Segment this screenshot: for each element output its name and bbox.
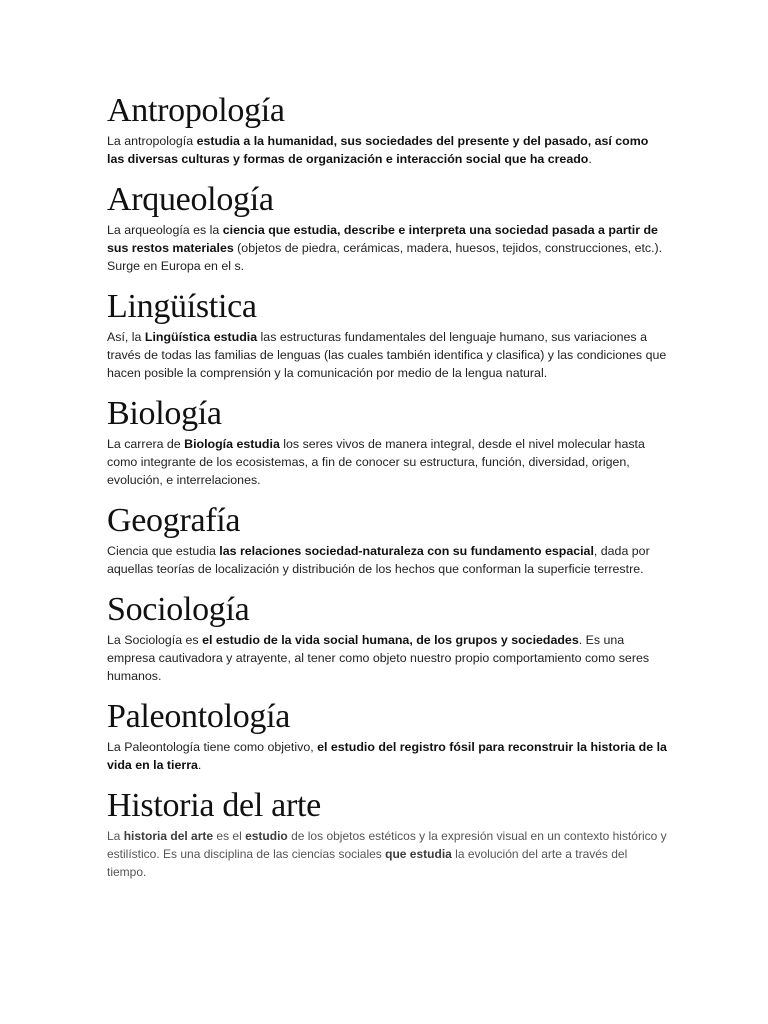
text-run: las estructuras fundamentales del lenguaje humano, sus variaciones a través de todas las familias de lenguas (las cuales también identifica y clasifica) y las condiciones que hacen posible la comprensión y la comunicación por medio de la lengua natural. xyxy=(107,330,667,380)
text-run: La xyxy=(107,829,124,843)
text-run: La arqueología es la xyxy=(107,223,223,237)
section-heading: Historia del arte xyxy=(107,787,321,824)
text-run: . xyxy=(197,758,202,772)
section-heading: Arqueología xyxy=(107,181,274,218)
section-body xyxy=(107,132,667,168)
section-body xyxy=(107,221,667,275)
section-biologia xyxy=(107,395,667,489)
section-geografia xyxy=(107,502,667,578)
section-heading: Sociología xyxy=(107,591,250,628)
section-heading: Geografía xyxy=(107,502,241,539)
section-paleontologia xyxy=(107,698,667,774)
text-run: La carrera de xyxy=(107,437,185,451)
text-run: La Paleontología tiene como objetivo, xyxy=(107,740,318,754)
text-run: la evolución del arte a través del tiempo. xyxy=(107,847,628,879)
text-run: , dada por aquellas teorías de localización y distribución de los hechos que conforman la superficie terrestre. xyxy=(107,544,650,576)
section-linguistica xyxy=(107,288,667,382)
text-run: La antropología xyxy=(107,134,197,148)
bold-text-run: estudia a la humanidad, sus sociedades del presente y del pasado, así como las diversas culturas y formas de organización e interacción social que ha creado xyxy=(107,134,649,166)
text-run: . xyxy=(588,152,592,166)
section-body xyxy=(107,542,667,578)
section-heading: Antropología xyxy=(107,92,285,129)
bold-text-run: estudio xyxy=(245,829,288,843)
section-historia-del-arte xyxy=(107,787,667,881)
section-body xyxy=(107,738,667,774)
bold-text-run: que estudia xyxy=(385,847,452,861)
text-run: los seres vivos de manera integral, desde el nivel molecular hasta como integrante de los ecosistemas, a fin de conocer su estructura, función, diversidad, origen, evolución, e interrelaciones. xyxy=(107,437,645,487)
text-run: (objetos de piedra, cerámicas, madera, huesos, tejidos, construcciones, etc.). Surge en Europa en el s. xyxy=(107,241,663,273)
text-run: de los objetos estéticos y la expresión visual en un contexto histórico y estilístico. Es una disciplina de las ciencias sociales xyxy=(107,829,667,861)
section-arqueologia xyxy=(107,181,667,275)
bold-text-run: las relaciones sociedad-naturaleza con su fundamento espacial xyxy=(219,544,594,558)
text-run: es el xyxy=(213,829,246,843)
bold-text-run: el estudio de la vida social humana, de los grupos y sociedades xyxy=(202,633,579,647)
section-body xyxy=(107,435,667,489)
text-run: Así, la xyxy=(107,330,145,344)
document-page xyxy=(107,92,667,894)
section-antropologia xyxy=(107,92,667,168)
bold-text-run: Biología estudia xyxy=(184,437,280,451)
section-heading: Paleontología xyxy=(107,698,291,735)
section-sociologia xyxy=(107,591,667,685)
text-run: Ciencia que estudia xyxy=(107,544,220,558)
section-body xyxy=(107,328,667,382)
section-body xyxy=(107,827,667,881)
text-run: . Es una empresa cautivadora y atrayente, al tener como objeto nuestro propio comportamiento como seres humanos. xyxy=(107,633,650,683)
text-run: La Sociología es xyxy=(107,633,203,647)
bold-text-run: Lingüística estudia xyxy=(144,330,258,344)
bold-text-run: ciencia que estudia, describe e interpreta una sociedad pasada a partir de sus restos materiales xyxy=(107,223,658,255)
section-heading: Lingüística xyxy=(107,288,257,325)
section-body xyxy=(107,631,667,685)
bold-text-run: historia del arte xyxy=(123,829,214,843)
section-heading: Biología xyxy=(107,395,222,432)
bold-text-run: el estudio del registro fósil para reconstruir la historia de la vida en la tierra xyxy=(107,740,667,772)
